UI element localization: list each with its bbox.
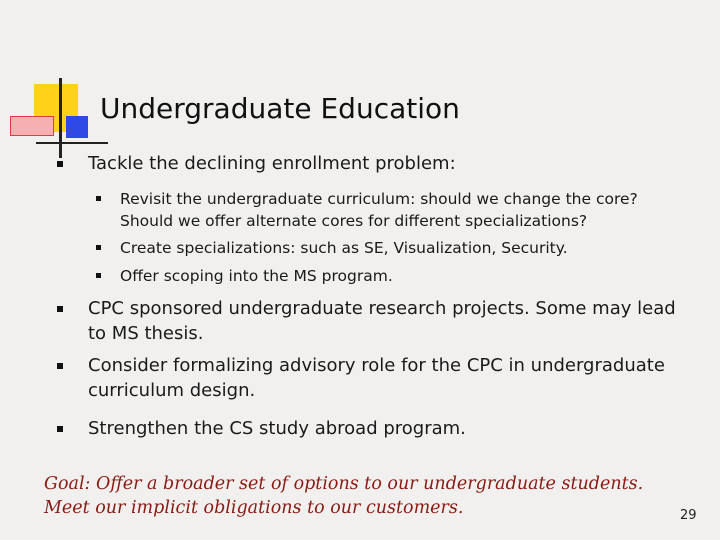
sub-bullet-text: Revisit the undergraduate curriculum: should we change the core? Should we offer alternate cores for different specializations? (120, 190, 638, 230)
goal-statement (44, 472, 664, 520)
bullet-text: Consider formalizing advisory role for the CPC in undergraduate curriculum design. (88, 355, 665, 401)
slide-title: Undergraduate Education (100, 92, 460, 125)
page-number: 29 (680, 508, 697, 523)
goal-line-2: Meet our implicit obligations to our customers. (44, 498, 464, 518)
bullet-text: Strengthen the CS study abroad program. (88, 418, 466, 439)
square-bullet-icon (96, 196, 101, 201)
decor-blue-square (66, 116, 88, 138)
square-bullet-icon (96, 273, 101, 278)
square-bullet-icon (57, 363, 63, 369)
sub-bullet-text: Create specializations: such as SE, Visualization, Security. (120, 239, 568, 257)
decor-horizontal-line (36, 142, 108, 144)
square-bullet-icon (57, 426, 63, 432)
goal-line-1: Goal: Offer a broader set of options to our undergraduate students. (44, 474, 644, 494)
sub-bullet-text: Offer scoping into the MS program. (120, 267, 393, 285)
square-bullet-icon (57, 161, 63, 167)
square-bullet-icon (96, 245, 101, 250)
square-bullet-icon (57, 306, 63, 312)
bullet-text: Tackle the declining enrollment problem: (88, 153, 456, 174)
decor-pink-rectangle (10, 116, 54, 136)
decor-vertical-line (59, 78, 62, 158)
bullet-text: CPC sponsored undergraduate research projects. Some may lead to MS thesis. (88, 298, 676, 344)
